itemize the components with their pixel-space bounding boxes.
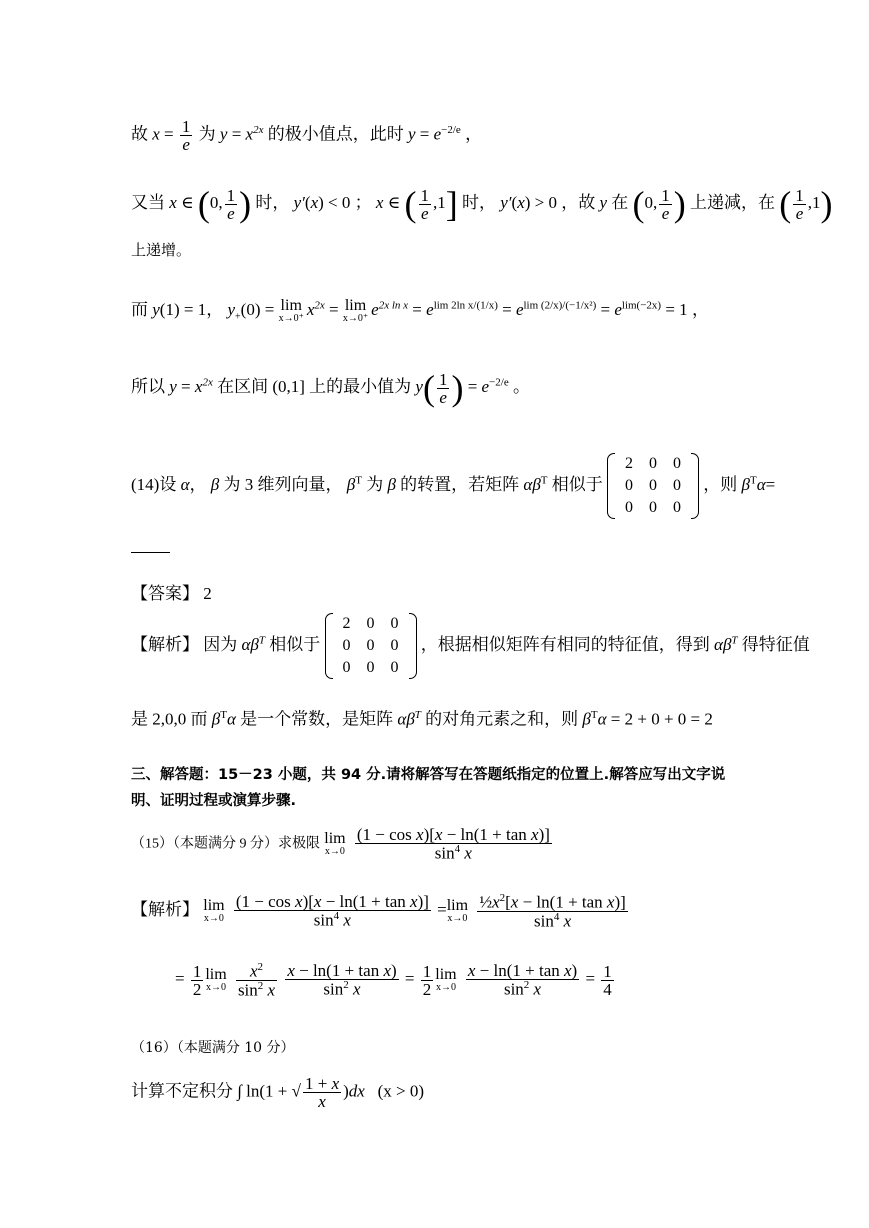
text: 为 — [366, 474, 384, 494]
text: ，根据相似矩阵有相同的特征值，得到 — [420, 634, 710, 654]
text: 因为 — [203, 634, 238, 654]
matrix-cell: 0 — [366, 637, 375, 654]
text: 的转置，若矩阵 — [400, 474, 520, 494]
text: ，则 — [703, 474, 738, 494]
text: 上递减，在 — [690, 192, 776, 212]
analysis-label: 【解析】 — [131, 634, 199, 654]
matrix-cell: 0 — [342, 659, 351, 676]
text: 而 — [190, 709, 208, 729]
analysis-14-conclusion: 是 2,0,0 而 $\beta^T\alpha$ 是一个常数，是矩阵 $\alpha\beta^T$ 的对角元素之和，则 $\beta^T\alpha = 2 + 0 + 0 = 2$ — [131, 709, 713, 729]
text: ， — [691, 299, 709, 319]
text: ； — [354, 192, 372, 212]
text: 相似于 — [551, 474, 603, 494]
text: ， — [189, 474, 207, 494]
text: (14)设 — [131, 474, 177, 494]
text: 时， — [462, 192, 497, 212]
question-16: 计算不定积分 ∫ ln(1 + √ $\frac{1 + x}{x}$ )dx (x > 0) — [131, 1074, 424, 1111]
matrix-cell: 0 — [366, 659, 375, 676]
question-15: （15）（本题满分 9 分）求极限 lim x→0 $\frac{\text{(1 − cos x)[x − ln(1 + tan x)]}}{\sin^4 x}$ — [131, 825, 550, 863]
text: 的极小值点，此时 — [267, 124, 404, 144]
matrix — [325, 613, 417, 679]
question-16-header: （16）（本题满分 10 分） — [131, 1040, 295, 1056]
text: 是 — [131, 709, 148, 729]
matrix-cell: 2 — [342, 615, 351, 632]
answer-value: 2 — [203, 584, 212, 603]
eigenvalues: 2,0,0 — [152, 709, 187, 729]
text: 所以 — [131, 376, 165, 396]
matrix-cell: 0 — [390, 615, 399, 632]
matrix-cell: 0 — [673, 499, 682, 516]
text: = — [765, 474, 776, 494]
line-increasing: 上递增。 — [131, 241, 192, 259]
line-limit-value: 而 y(1) = 1， $y_+(0)$ = lim x→0⁺ $x^{2x}$ = lim x→0⁺ $e^{2x ln x} = e^{lim 2ln x/(1/x)} = e^{lim (2/x)/(-1/x^2)} = e^{lim(-2x)} = 1$ ， — [131, 297, 709, 324]
text: 是一个常数，是矩阵 — [240, 709, 394, 729]
analysis-label: 【解析】 — [131, 900, 199, 920]
matrix-cell: 0 — [390, 637, 399, 654]
text: 时， — [255, 192, 290, 212]
answer-line — [131, 585, 212, 602]
matrix-cell: 0 — [649, 499, 658, 516]
section-3-heading-cont: 明、证明过程或演算步骤. — [131, 793, 297, 809]
matrix-cell: 0 — [366, 615, 375, 632]
text: 而 — [131, 299, 148, 319]
condition: (x > 0) — [377, 1081, 424, 1101]
text: ，故 — [561, 192, 596, 212]
matrix-cell: 2 — [625, 455, 634, 472]
text: ， — [465, 124, 483, 144]
answer-blank — [131, 552, 170, 553]
line-monotonicity: 又当 x ∈ (0, $\frac{1}{e}$ ) 时， y′(x) < 0 ； x ∈ ( $\frac{1}{e}$ ,1] 时， y′(x) > 0 ，故 y 在 (0, $\frac{1}{e}$ ) 上递减，在 ( $\frac{1}{e}$ ,1) — [131, 184, 833, 224]
text: ， — [206, 299, 224, 319]
matrix — [607, 453, 699, 519]
text: 相似于 — [269, 634, 321, 654]
matrix-cell: 0 — [673, 455, 682, 472]
text: 上的最小值为 — [309, 376, 412, 396]
text: 又当 — [131, 192, 165, 212]
matrix-cell: 0 — [649, 477, 658, 494]
analysis-15: 【解析】 lim x→0 $\frac{\text{(1 − cos x)[x − ln(1 + tan x)]}}{\sin^4 x}$ = lim x→0 $\frac{\frac{1}{2}x^2[x - \ln(1 + \tan x)]}{\sin^4 x}$ — [131, 892, 626, 931]
matrix-cell: 0 — [649, 455, 658, 472]
analysis-15-step2: = $\frac{1}{2}$ lim x→0 $\frac{x^2}{\sin^2 x}$ $\frac{\text{x − ln(1 + tan x)}}{\sin^2 x}$ = $\frac{1}{2}$ lim x→0 $\frac{\text{x − ln(1 + tan x)}}{\sin^2 x}$ = $\frac{1}{4}$ — [175, 961, 612, 1000]
text: 在 — [611, 192, 629, 212]
text: 。 — [513, 376, 530, 396]
text: 的对角元素之和，则 — [425, 709, 579, 729]
analysis-14: 【解析】 因为 $\alpha\beta^T$ 相似于 2 0 0 0 0 0 0 0 0 ，根据相似矩阵有相同的特征值，得到 $\alpha\beta^T$ 得特征值 — [131, 613, 810, 679]
text: 故 — [131, 124, 148, 144]
text: 为 — [198, 124, 216, 144]
text: （15）（本题满分 9 分）求极限 — [131, 836, 320, 852]
text: 在区间 — [217, 376, 269, 396]
matrix-cell: 0 — [390, 659, 399, 676]
matrix-cell: 0 — [625, 477, 634, 494]
answer-label: 【答案】 — [131, 584, 199, 603]
matrix-cell: 0 — [342, 637, 351, 654]
text: 为 3 维列向量， — [223, 474, 343, 494]
line-minimum-point: 故 x = $\frac{1}{e}$ 为 $y = x^{2x}$ 的极小值点，此时 $y = e^{-2/e}$ ， — [131, 117, 483, 154]
question-14: (14)设 α， β 为 3 维列向量， $\beta^T$ 为 β 的转置，若矩阵 $\alpha\beta^T$ 相似于 2 0 0 0 0 0 0 0 0 ，则 $\beta^T\alpha=$ — [131, 453, 775, 519]
line-minimum-value: 所以 $y = x^{2x}$ 在区间 (0,1] 上的最小值为 y( $\frac{1}{e}$ ) = $e^{-2/e}$ 。 — [131, 368, 530, 408]
section-3-heading: 三、解答题：15－23 小题，共 94 分.请将解答写在答题纸指定的位置上.解答应写出文字说 — [131, 767, 726, 783]
matrix-cell: 0 — [673, 477, 682, 494]
text: 得特征值 — [741, 634, 810, 654]
matrix-cell: 0 — [625, 499, 634, 516]
text: 计算不定积分 — [131, 1081, 233, 1101]
